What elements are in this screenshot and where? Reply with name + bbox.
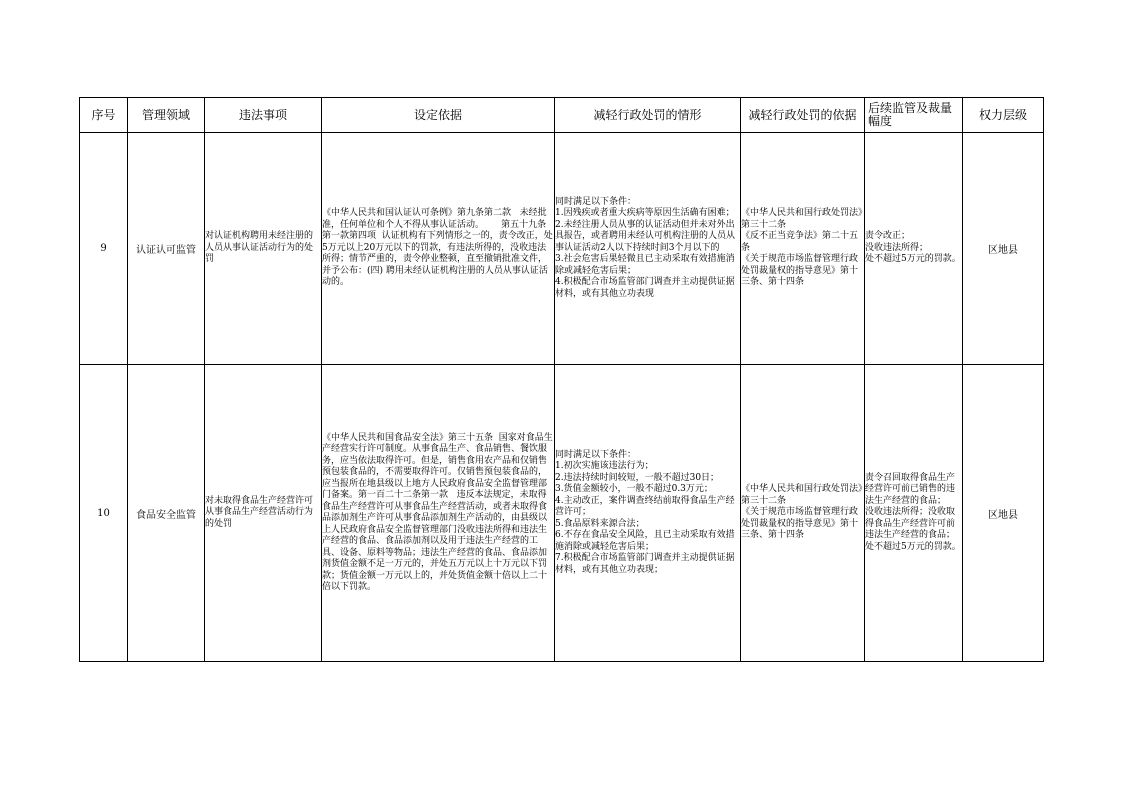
penalty-table <box>79 97 1044 662</box>
row-basis <box>322 133 555 365</box>
row-basis-text: 《中华人民共和国食品安全法》第三十五条 国家对食品生产经营实行许可制度。从事食品生产、食品销售、餐饮服务，应当依法取得许可。但是，销售食用农产品和仅销售预包装食品的，不需要取得许可。仅销售预包装食品的，应当报所在地县级以上地方人民政府食品安全监督管理部门备案。第一百二十二条第一款 违反本法规定，未取得食品生产经营许可从事食品生产经营活动，或者未取得食品添加剂生产许可从事食品添加剂生产活动的，由县级以上人民政府食品安全监督管理部门没收违法所得和违法生产经营的食品、食品添加剂以及用于违法生产经营的工具、设备、原料等物品；违法生产经营的食品、食品添加剂货值金额不足一万元的，并处五万元以上十万元以下罚款；货值金额一万元以上的，并处货值金额十倍以上二十倍以下罚款。 <box>322 432 553 592</box>
header-circumstances: 减轻行政处罚的情形 <box>555 98 741 133</box>
row-followup <box>865 133 963 365</box>
row-reduce-basis-text: 《中华人民共和国行政处罚法》第三十二条 《反不正当竞争法》第二十五条 《关于规范市场监督管理行政处罚裁量权的指导意见》第十三条、第十四条 <box>741 208 863 288</box>
row-followup-text: 责令改正； 没收违法所得； 处不超过5万元的罚款。 <box>865 231 961 265</box>
row-circumstances-text: 同时满足以下条件： 1.初次实施该违法行为； 2.违法持续时间较短，一般不超过30日； 3.货值金额较小，一般不超过0.3万元； 4.主动改正，案件调查终结前取得食品生产经营许可； 5.食品原料来源合法； 6.不存在食品安全风险，且已主动采取有效措施消除或减轻危害后果； 7.积极配合市场监管部门调查并主动提供证据材料，或有其他立功表现； <box>555 449 735 575</box>
row-basis <box>322 365 555 662</box>
row-field: 食品安全监管 <box>128 365 205 662</box>
table-row <box>80 133 1044 365</box>
row-reduce-basis <box>741 133 865 365</box>
row-violation <box>205 365 322 662</box>
row-violation <box>205 133 322 365</box>
header-violation: 违法事项 <box>205 98 322 133</box>
row-no: 10 <box>80 365 128 662</box>
row-followup <box>865 365 963 662</box>
header-row <box>80 98 1044 133</box>
row-followup-text: 责令召回取得食品生产经营许可前已销售的违法生产经营的食品； 没收违法所得；没收取得食品生产经营许可前违法生产经营的食品； 处不超过5万元的罚款。 <box>865 472 961 552</box>
header-field: 管理领域 <box>128 98 205 133</box>
row-reduce-basis-text: 《中华人民共和国行政处罚法》第三十二条 《关于规范市场监督管理行政处罚裁量权的指导意见》第十三条、第十四条 <box>741 484 863 541</box>
row-level: 区地县 <box>963 133 1044 365</box>
row-circumstances <box>555 133 741 365</box>
row-circumstances <box>555 365 741 662</box>
row-reduce-basis <box>741 365 865 662</box>
row-field: 认证认可监管 <box>128 133 205 365</box>
row-level: 区地县 <box>963 365 1044 662</box>
table-row <box>80 365 1044 662</box>
header-level: 权力层级 <box>963 98 1044 133</box>
row-violation-text: 对认证机构聘用未经注册的人员从事认证活动行为的处罚 <box>205 231 314 265</box>
header-basis: 设定依据 <box>322 98 555 133</box>
row-no: 9 <box>80 133 128 365</box>
row-basis-text: 《中华人民共和国认证认可条例》第九条第二款 未经批准，任何单位和个人不得从事认证活动。 第五十九条第一款第四项 认证机构有下列情形之一的，责令改正，处5万元以上20万元以下的罚款，有违法所得的，没收违法所得；情节严重的，责令停业整顿，直至撤销批准文件，并予公布：(四) 聘用未经认证机构注册的人员从事认证活动的。 <box>322 208 553 288</box>
row-violation-text: 对未取得食品生产经营许可从事食品生产经营活动行为的处罚 <box>205 495 314 529</box>
header-no: 序号 <box>80 98 128 133</box>
header-followup: 后续监管及裁量幅度 <box>865 98 963 133</box>
header-reduce-basis: 减轻行政处罚的依据 <box>741 98 865 133</box>
row-circumstances-text: 同时满足以下条件： 1.因残疾或者重大疾病等原因生活确有困难； 2.未经注册人员从事的认证活动但并未对外出具报告，或者聘用未经认可机构注册的人员从事认证活动2人以下持续时间3个月以下的 3.社会危害后果轻微且已主动采取有效措施消除或减轻危害后果； 4.积极配合市场监管部门调查并主动提供证据材料，或有其他立功表现 <box>555 196 736 299</box>
